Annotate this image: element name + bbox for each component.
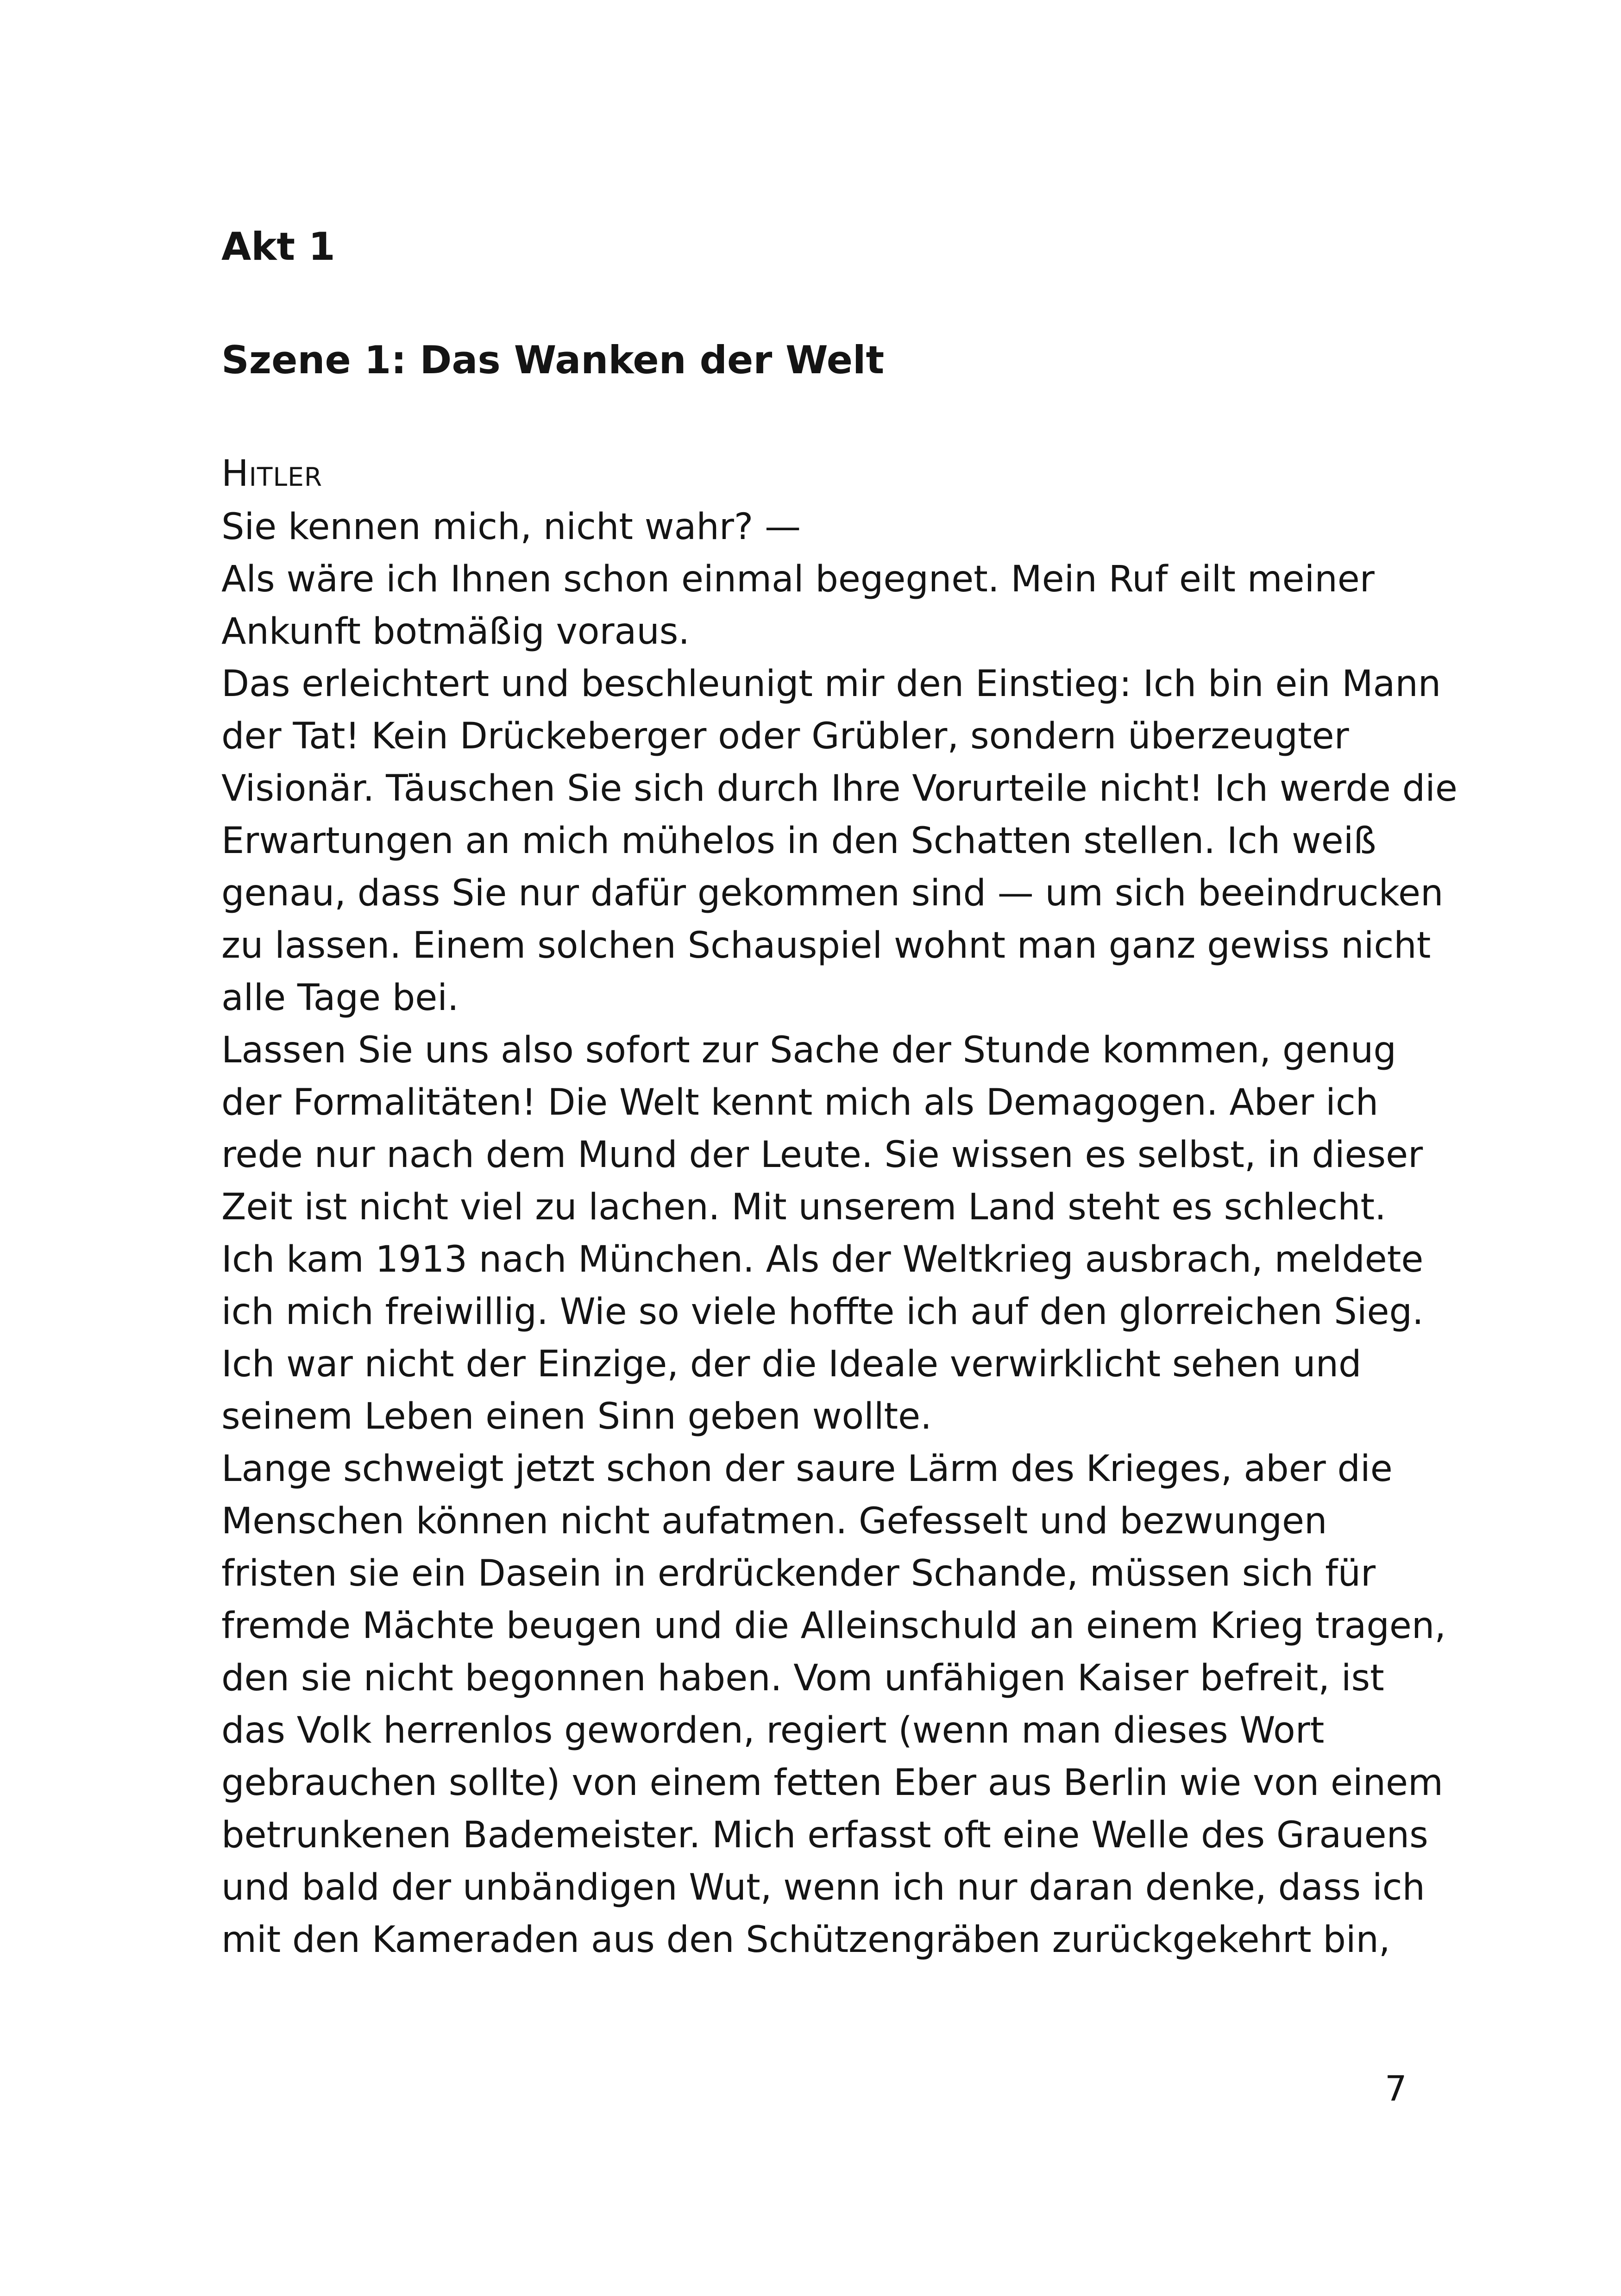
- speech-line: Menschen können nicht aufatmen. Gefesselt und bezwungen: [221, 1500, 1327, 1542]
- speech-line: genau, dass Sie nur dafür gekommen sind — um sich beeindrucken: [221, 872, 1444, 914]
- speech-line: Das erleichtert und beschleunigt mir den Einstieg: Ich bin ein Mann: [221, 663, 1441, 705]
- speech-line: mit den Kameraden aus den Schützengräben zurückgekehrt bin,: [221, 1919, 1390, 1961]
- speech-line: Sie kennen mich, nicht wahr? —: [221, 506, 801, 548]
- speaker-name: Hitler: [221, 453, 323, 495]
- speech-line: das Volk herrenlos geworden, regiert (wenn man dieses Wort: [221, 1710, 1325, 1751]
- speech-line: und bald der unbändigen Wut, wenn ich nur daran denke, dass ich: [221, 1867, 1425, 1908]
- speech-line: zu lassen. Einem solchen Schauspiel wohnt man ganz gewiss nicht: [221, 925, 1431, 966]
- speech-line: seinem Leben einen Sinn geben wollte.: [221, 1396, 932, 1437]
- speech-line: rede nur nach dem Mund der Leute. Sie wissen es selbst, in dieser: [221, 1134, 1423, 1176]
- speech-line: Zeit ist nicht viel zu lachen. Mit unserem Land steht es schlecht.: [221, 1186, 1386, 1228]
- speech-line: Visionär. Täuschen Sie sich durch Ihre Vorurteile nicht! Ich werde die: [221, 768, 1458, 809]
- speech-text: [221, 501, 1458, 1966]
- speech-line: der Formalitäten! Die Welt kennt mich als Demagogen. Aber ich: [221, 1082, 1379, 1123]
- scene-title: Szene 1: Das Wanken der Welt: [221, 338, 885, 383]
- speech-line: fristen sie ein Dasein in erdrückender Schande, müssen sich für: [221, 1553, 1376, 1594]
- speech-line: den sie nicht begonnen haben. Vom unfähigen Kaiser befreit, ist: [221, 1657, 1384, 1699]
- speech-line: betrunkenen Bademeister. Mich erfasst oft eine Welle des Grauens: [221, 1814, 1428, 1856]
- speech-line: ich mich freiwillig. Wie so viele hoffte ich auf den glorreichen Sieg.: [221, 1291, 1424, 1333]
- speech-line: Erwartungen an mich mühelos in den Schatten stellen. Ich weiß: [221, 820, 1376, 862]
- speech-line: Ich war nicht der Einzige, der die Ideale verwirklicht sehen und: [221, 1343, 1362, 1385]
- act-title: Akt 1: [221, 224, 335, 269]
- speech-line: gebrauchen sollte) von einem fetten Eber aus Berlin wie von einem: [221, 1762, 1444, 1804]
- speech-line: Ankunft botmäßig voraus.: [221, 611, 690, 652]
- speech-line: Lange schweigt jetzt schon der saure Lärm des Krieges, aber die: [221, 1448, 1393, 1490]
- speech-line: Ich kam 1913 nach München. Als der Weltkrieg ausbrach, meldete: [221, 1239, 1424, 1280]
- speech-line: Lassen Sie uns also sofort zur Sache der Stunde kommen, genug: [221, 1029, 1396, 1071]
- speech-line: Als wäre ich Ihnen schon einmal begegnet. Mein Ruf eilt meiner: [221, 558, 1375, 600]
- speech-line: fremde Mächte beugen und die Alleinschuld an einem Krieg tragen,: [221, 1605, 1446, 1647]
- speech-line: alle Tage bei.: [221, 977, 459, 1019]
- speech-line: der Tat! Kein Drückeberger oder Grübler, sondern überzeugter: [221, 715, 1349, 757]
- page-number: 7: [1385, 2068, 1407, 2109]
